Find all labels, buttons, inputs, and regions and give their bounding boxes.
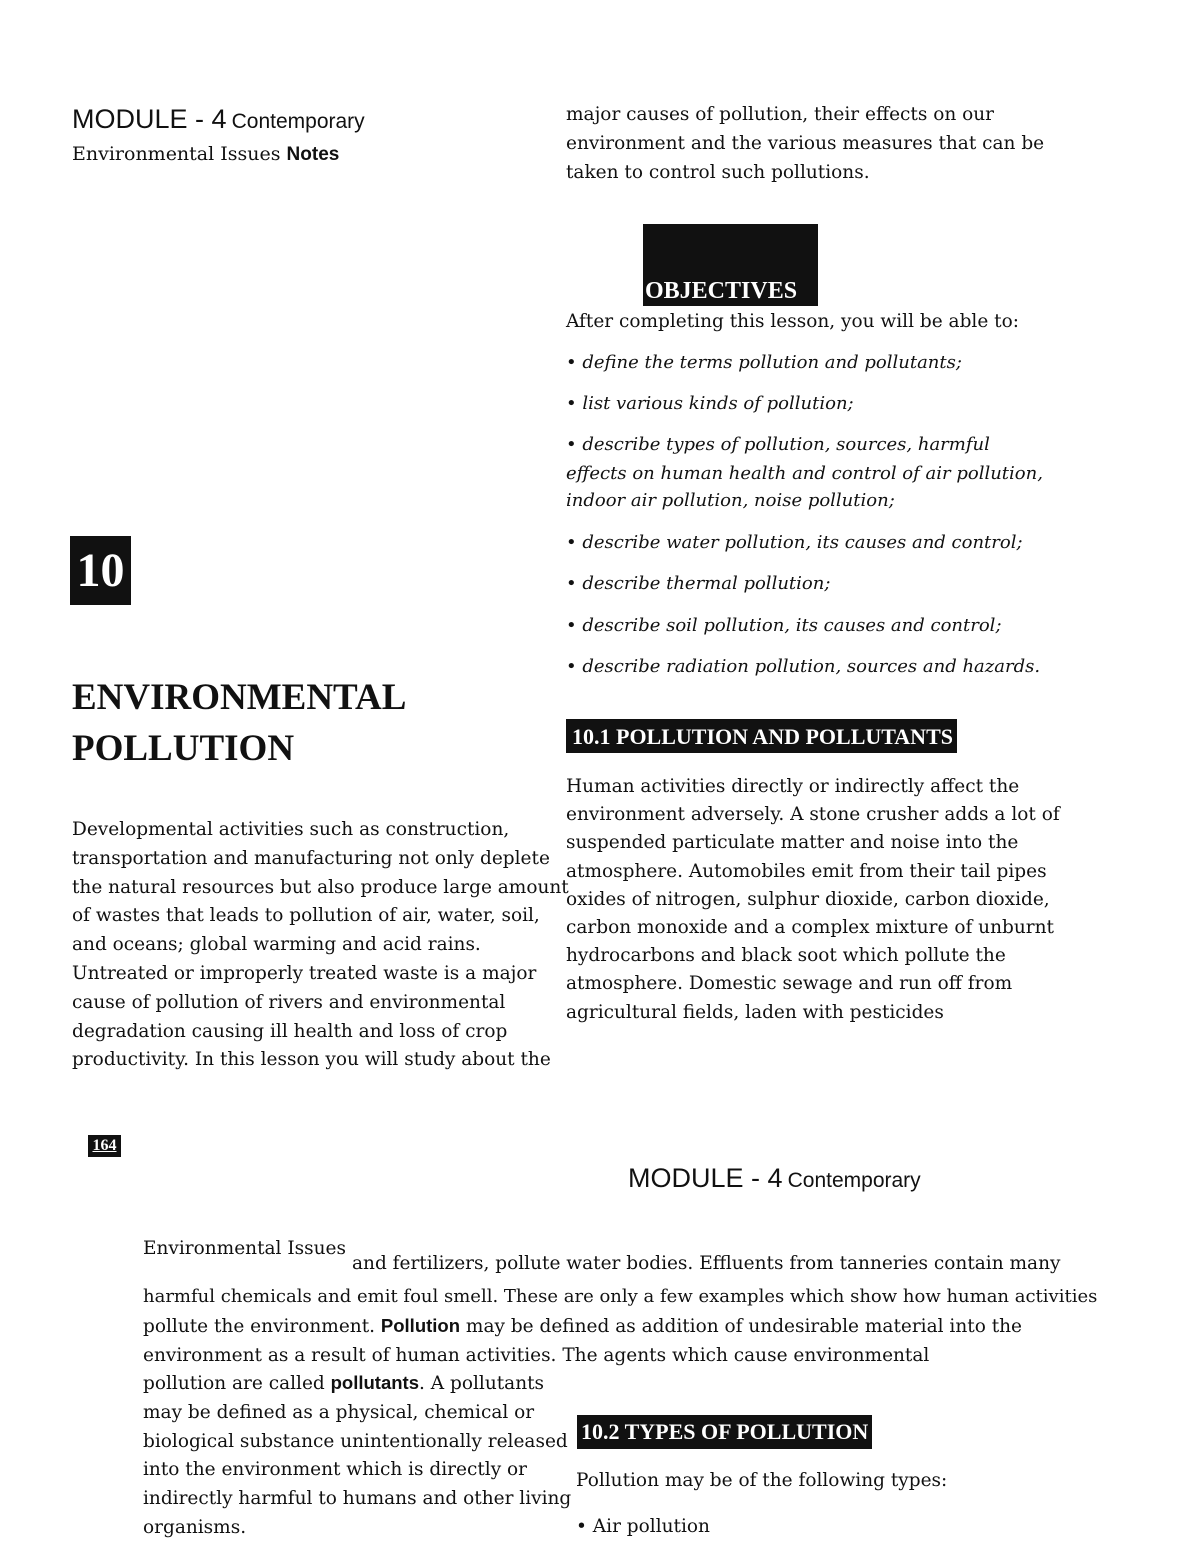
section-10-1-text — [566, 773, 1176, 1027]
text-line: hydrocarbons and black soot which pollute the — [566, 945, 1006, 967]
chapter-title-line: ENVIRONMENTAL — [72, 677, 407, 718]
chapter-number — [70, 536, 131, 605]
text-span: . A pollutants — [419, 1373, 545, 1394]
text-line: of wastes that leads to pollution of air, water, soil, — [72, 905, 540, 927]
chapter-title-line: POLLUTION — [72, 728, 295, 769]
chapter-title — [72, 672, 406, 774]
module-label: MODULE - 4 — [628, 1163, 783, 1193]
section-10-2-heading — [577, 1415, 872, 1449]
pollution-type-item: • Air pollution — [576, 1516, 710, 1537]
page1-module-header — [72, 104, 365, 135]
section-10-1-heading-text: 10.1 POLLUTION AND POLLUTANTS — [572, 724, 953, 749]
text-line: environment as a result of human activities. The agents which cause environmental — [143, 1344, 930, 1366]
text-line: taken to control such pollutions. — [566, 161, 870, 183]
objective-item: • describe water pollution, its causes and control; — [566, 532, 1023, 553]
text-line: agricultural fields, laden with pesticides — [566, 1001, 944, 1023]
notes-label: Notes — [286, 144, 340, 165]
text-line: transportation and manufacturing not only deplete — [72, 847, 550, 869]
text-line: the natural resources but also produce large amount — [72, 876, 569, 898]
chapter-number-text: 10 — [76, 544, 125, 597]
text-span: pollute the environment. — [143, 1315, 381, 1337]
text-line: carbon monoxide and a complex mixture of unburnt — [566, 917, 1054, 939]
text-line: degradation causing ill health and loss of crop — [72, 1020, 508, 1042]
module-topic: Environmental Issues — [72, 143, 281, 165]
text-line: harmful chemicals and emit foul smell. These are only a few examples which show how human activities — [143, 1286, 1098, 1307]
objectives-heading — [643, 224, 818, 306]
page2-full-width-text — [143, 1283, 1193, 1370]
objective-item: • describe soil pollution, its causes and control; — [566, 615, 1002, 636]
text-line: productivity. In this lesson you will study about the — [72, 1049, 551, 1071]
text-line — [143, 1312, 1193, 1342]
text-span: may be defined as addition of undesirable material into the — [460, 1315, 1023, 1337]
text-line: Untreated or improperly treated waste is a major — [72, 962, 537, 984]
text-line: cause of pollution of rivers and environmental — [72, 991, 506, 1013]
page2-module-topic: Environmental Issues — [143, 1238, 347, 1259]
section-10-1-heading — [566, 719, 957, 753]
text-line: atmosphere. Automobiles emit from their tail pipes — [566, 860, 1047, 882]
intro-left-column — [72, 816, 569, 1075]
objective-item: indoor air pollution, noise pollution; — [566, 490, 895, 511]
module-suffix: Contemporary — [231, 110, 365, 133]
module-suffix: Contemporary — [787, 1169, 921, 1192]
objective-item: • describe types of pollution, sources, harmful — [566, 434, 990, 455]
text-line: Developmental activities such as construction, — [72, 819, 510, 840]
text-line: indirectly harmful to humans and other living — [143, 1488, 572, 1510]
objectives-heading-text: OBJECTIVES — [645, 278, 798, 304]
objective-item: • describe thermal pollution; — [566, 573, 831, 594]
text-line: atmosphere. Domestic sewage and run off from — [566, 973, 1013, 995]
page2-left-column — [143, 1369, 573, 1543]
module-label: MODULE - 4 — [72, 104, 227, 134]
text-line: environment and the various measures that can be — [566, 132, 1045, 154]
text-line: into the environment which is directly or — [143, 1459, 528, 1481]
text-line: Human activities directly or indirectly affect the — [566, 776, 1020, 797]
text-line: environment adversely. A stone crusher adds a lot of — [566, 804, 1060, 826]
objective-item: • define the terms pollution and pollutants; — [566, 352, 962, 373]
objectives-lead: After completing this lesson, you will be able to: — [566, 311, 1019, 332]
page-number — [88, 1135, 121, 1157]
objective-item: • list various kinds of pollution; — [566, 393, 854, 414]
objective-item: effects on human health and control of air pollution, — [566, 463, 1043, 484]
text-span: pollution are called — [143, 1373, 331, 1394]
pollutants-term: pollutants — [330, 1372, 420, 1393]
text-line: organisms. — [143, 1516, 247, 1538]
text-line: suspended particulate matter and noise into the — [566, 832, 1019, 854]
intro-right-column — [566, 101, 1166, 187]
text-line: biological substance unintentionally released — [143, 1430, 568, 1452]
text-line: major causes of pollution, their effects on our — [566, 104, 995, 125]
section-10-2-heading-text: 10.2 TYPES OF POLLUTION — [581, 1419, 869, 1444]
page-number-text: 164 — [92, 1137, 117, 1154]
page1-module-subheader — [72, 143, 339, 166]
page2-line-1: and fertilizers, pollute water bodies. Effluents from tanneries contain many — [352, 1253, 1061, 1274]
text-line — [143, 1369, 573, 1399]
pollution-term: Pollution — [380, 1314, 461, 1336]
page2-module-header — [628, 1163, 921, 1194]
text-line: oxides of nitrogen, sulphur dioxide, carbon dioxide, — [566, 888, 1050, 910]
section-10-2-lead: Pollution may be of the following types: — [576, 1470, 948, 1491]
text-line: and oceans; global warming and acid rains. — [72, 934, 481, 956]
text-line: may be defined as a physical, chemical or — [143, 1401, 535, 1423]
objective-item: • describe radiation pollution, sources and hazards. — [566, 656, 1041, 677]
